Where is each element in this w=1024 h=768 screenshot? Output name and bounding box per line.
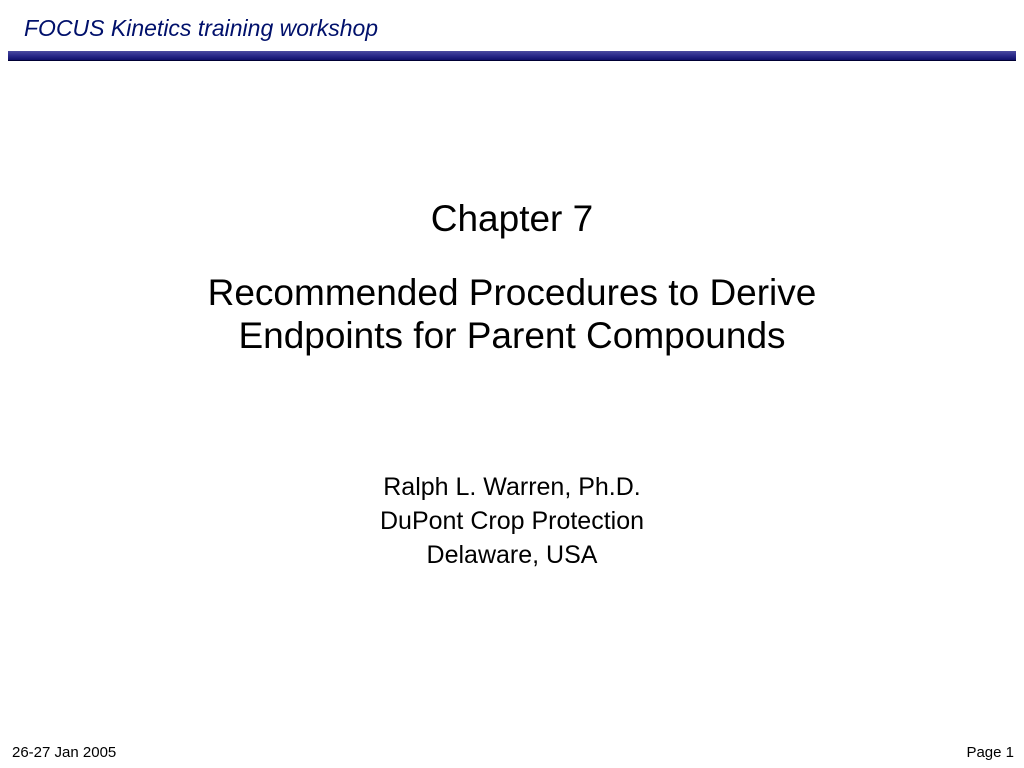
footer-date: 26-27 Jan 2005: [12, 744, 117, 761]
author-location: Delaware, USA: [426, 541, 598, 569]
header-divider: [8, 51, 1016, 61]
author-block: [0, 470, 1024, 572]
slide-heading-line-2: Endpoints for Parent Compounds: [238, 314, 786, 356]
page-number: Page 1: [966, 744, 1014, 761]
chapter-title: Chapter 7: [430, 198, 594, 239]
author-name: Ralph L. Warren, Ph.D.: [383, 473, 641, 501]
header-title: FOCUS Kinetics training workshop: [24, 15, 379, 41]
slide-heading: [0, 272, 1024, 357]
slide-heading-line-1: Recommended Procedures to Derive: [207, 272, 817, 313]
author-organization: DuPont Crop Protection: [379, 507, 645, 535]
